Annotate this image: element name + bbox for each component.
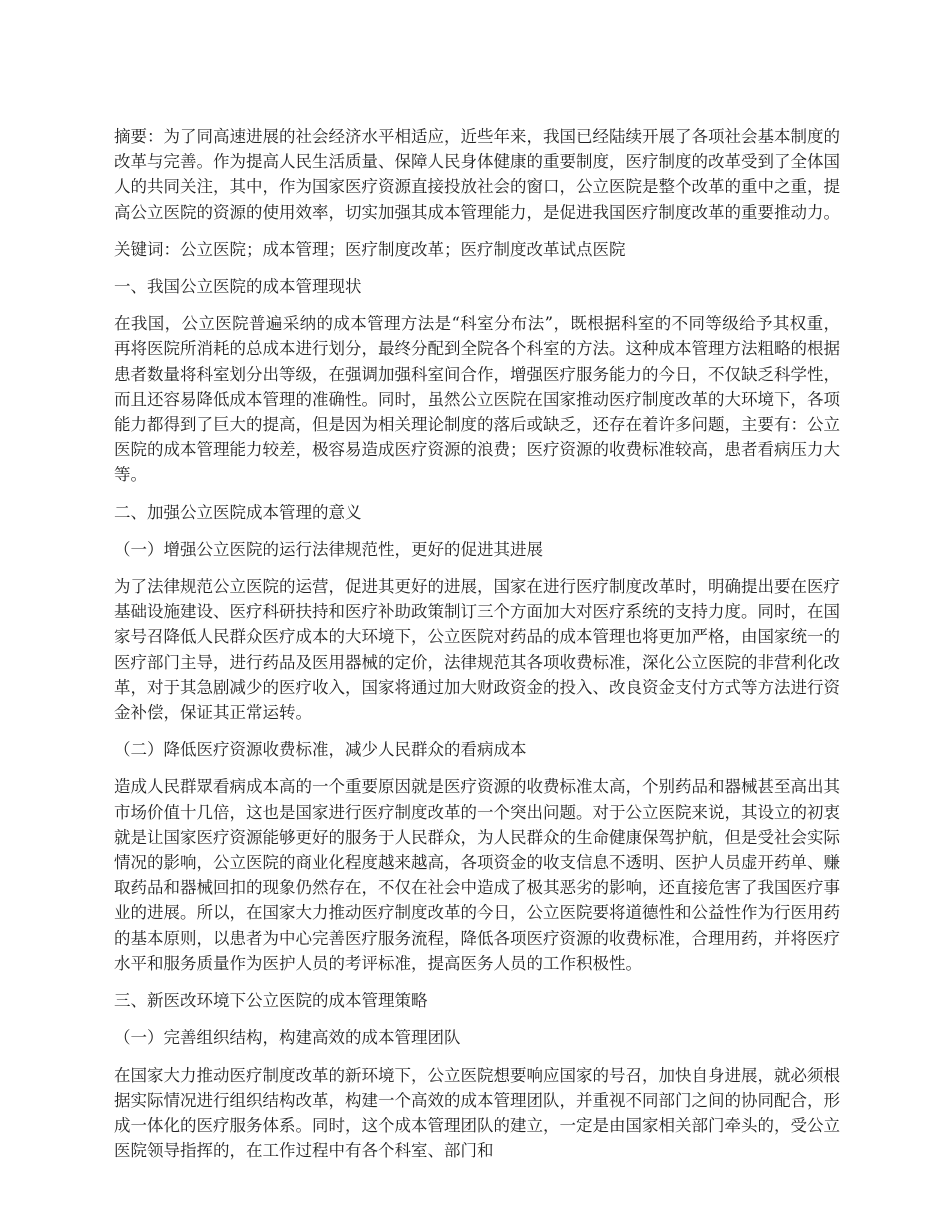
section-3-sub-1-heading: （一）完善组织结构，构建高效的成本管理团队 [114, 1028, 461, 1048]
section-1-body: 在我国，公立医院普遍采纳的成本管理方法是“科室分布法”，既根据科室的不同等级给予其权重，再将医院所消耗的总成本进行划分，最终分配到全院各个科室的方法。这种成本管理方法粗略的根据患者数量将科室划分出等级，在强调加强科室间合作，增强医疗服务能力的今日，不仅缺乏科学性，而且还容易降低成本管理的准确性。同时，虽然公立医院在国家推动医疗制度改革的大环境下，各项能力都得到了巨大的提高，但是因为相关理论制度的落后或缺乏，还存在着许多问题，主要有：公立医院的成本管理能力较差，极容易造成医疗资源的浪费；医疗资源的收费标准较高，患者看病压力大等。 [114, 314, 840, 485]
section-2-sub-2-heading: （二）降低医疗资源收费标准，减少人民群众的看病成本 [114, 740, 527, 760]
document-page [114, 124, 840, 1175]
section-3-sub-1-body: 在国家大力推动医疗制度改革的新环境下，公立医院想要响应国家的号召，加快自身进展，就必须根据实际情况进行组织结构改革，构建一个高效的成本管理团队，并重视不同部门之间的协同配合，形成一体化的医疗服务体系。同时，这个成本管理团队的建立，一定是由国家相关部门牵头的，受公立医院领导指挥的，在工作过程中有各个科室、部门和 [114, 1065, 840, 1161]
section-2-sub-2-body: 造成人民群眾看病成本高的一个重要原因就是医疗资源的收费标准太高，个别药品和器械甚至高出其市场价值十几倍，这也是国家进行医疗制度改革的一个突出问题。对于公立医院来说，其设立的初衷就是让国家医疗资源能够更好的服务于人民群众，为人民群众的生命健康保驾护航，但是受社会实际情况的影响，公立医院的商业化程度越来越高，各项资金的收支信息不透明、医护人员虚开药单、赚取药品和器械回扣的现象仍然存在，不仅在社会中造成了极其恶劣的影响，还直接危害了我国医疗事业的进展。所以，在国家大力推动医疗制度改革的今日，公立医院要将道德性和公益性作为行医用药的基本原则，以患者为中心完善医疗服务流程，降低各项医疗资源的收费标准，合理用药，并将医疗水平和服务质量作为医护人员的考评标准，提高医务人员的工作积极性。 [114, 777, 840, 973]
section-3-heading: 三、新医改环境下公立医院的成本管理策略 [114, 991, 428, 1011]
section-1-heading: 一、我国公立医院的成本管理现状 [114, 277, 362, 297]
section-2-sub-1-heading: （一）增强公立医院的运行法律规范性，更好的促进其进展 [114, 539, 543, 559]
section-2-heading: 二、加强公立医院成本管理的意义 [114, 502, 362, 522]
abstract-paragraph: 摘要：为了同高速进展的社会经济水平相适应，近些年来，我国已经陆续开展了各项社会基本制度的改革与完善。作为提高人民生活质量、保障人民身体健康的重要制度，医疗制度的改革受到了全体国人的共同关注，其中，作为国家医疗资源直接投放社会的窗口，公立医院是整个改革的重中之重，提高公立医院的资源的使用效率，切实加强其成本管理能力，是促进我国医疗制度改革的重要推动力。 [114, 127, 840, 222]
keywords-line: 关键词：公立医院；成本管理；医疗制度改革；医疗制度改革试点医院 [114, 239, 626, 259]
section-2-sub-1-body: 为了法律规范公立医院的运营，促进其更好的进展，国家在进行医疗制度改革时，明确提出要在医疗基础设施建设、医疗科研扶持和医疗补助政策制订三个方面加大对医疗系统的支持力度。同时，在国家号召降低人民群众医疗成本的大环境下，公立医院对药品的成本管理也将更加严格，由国家统一的医疗部门主导，进行药品及医用器械的定价，法律规范其各项收费标准，深化公立医院的非营利化改革，对于其急剧减少的医疗收入，国家将通过加大财政资金的投入、改良资金支付方式等方法进行资金补偿，保证其正常运转。 [114, 577, 840, 723]
